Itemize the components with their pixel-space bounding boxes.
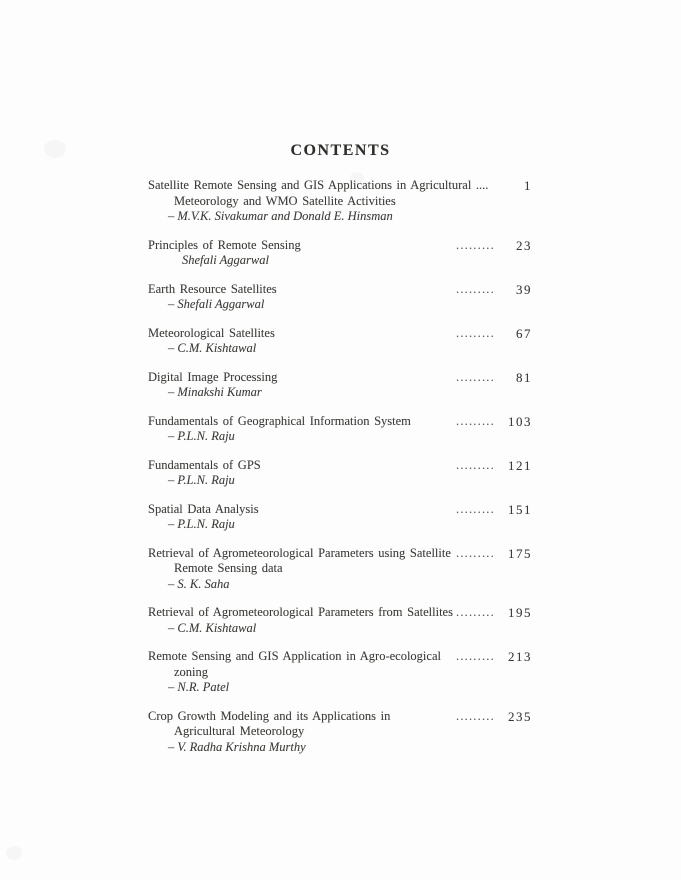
leader-dots: .........	[456, 457, 495, 472]
page-number: 81	[516, 369, 532, 385]
entry-title: Fundamentals of GPS	[148, 457, 261, 472]
entry-author: – P.L.N. Raju	[168, 517, 235, 531]
entry-title-block	[148, 709, 456, 756]
entry-title-block	[148, 502, 456, 533]
entry-title-block	[148, 414, 456, 445]
entry-title-block	[148, 238, 456, 269]
entry-title-block	[148, 370, 456, 401]
toc-entry	[148, 370, 532, 401]
entry-title: Principles of Remote Sensing	[148, 237, 301, 252]
entry-title: Retrieval of Agrometeorological Parameters using Satellite	[148, 545, 451, 560]
entry-author: – V. Radha Krishna Murthy	[168, 739, 306, 754]
page-number: 121	[508, 457, 532, 473]
leader-dots: .........	[456, 237, 495, 252]
toc-entry	[148, 414, 532, 445]
page-number: 1	[524, 178, 532, 193]
entry-author: – M.V.K. Sivakumar and Donald E. Hinsman	[168, 209, 393, 223]
leader-dots: .........	[456, 413, 495, 428]
entry-author: – P.L.N. Raju	[168, 429, 235, 443]
entry-title-block	[148, 326, 456, 357]
toc-entry	[148, 178, 532, 225]
entry-title-block	[148, 605, 456, 636]
toc-entry	[148, 282, 532, 313]
entry-title: Remote Sensing and GIS Application in Agro-ecological	[148, 649, 441, 663]
leader-dots: .........	[456, 369, 495, 384]
page-number: 195	[508, 605, 532, 620]
leader-dots: .........	[456, 708, 495, 723]
toc-entry	[148, 238, 532, 269]
page-number: 235	[508, 708, 532, 724]
page-number: 151	[508, 501, 532, 517]
toc-entry	[148, 709, 532, 756]
leader-dots: .........	[456, 545, 495, 560]
entry-title: Meteorological Satellites	[148, 325, 275, 340]
page-number: 103	[508, 413, 532, 429]
toc-entry	[148, 546, 532, 593]
entry-title: Fundamentals of Geographical Information System	[148, 413, 411, 428]
table-of-contents	[148, 178, 532, 755]
leader-dots: .........	[456, 281, 495, 296]
entry-author: – S. K. Saha	[168, 576, 230, 591]
page-number: 213	[508, 649, 532, 664]
entry-title: Spatial Data Analysis	[148, 501, 259, 516]
page-number: 175	[508, 545, 532, 561]
entry-author: – P.L.N. Raju	[168, 473, 235, 487]
entry-title-continuation: Meteorology and WMO Satellite Activities	[174, 193, 396, 208]
entry-author: – C.M. Kishtawal	[168, 341, 257, 355]
toc-entry	[148, 649, 532, 696]
entry-title-block	[148, 649, 456, 696]
entry-title: Earth Resource Satellites	[148, 281, 277, 296]
scan-smudge	[6, 846, 22, 860]
entry-author: – Shefali Aggarwal	[168, 297, 265, 311]
page-number: 23	[516, 237, 532, 253]
entry-title-continuation: zoning	[174, 664, 209, 679]
toc-entry	[148, 326, 532, 357]
entry-title-block	[148, 458, 456, 489]
entry-author: – N.R. Patel	[168, 680, 230, 694]
leader-dots: .........	[456, 501, 495, 516]
leader-dots: .........	[456, 325, 495, 340]
entry-title-block	[148, 282, 456, 313]
leader-dots: .........	[456, 605, 495, 619]
page-number: 39	[516, 281, 532, 297]
entry-title-block	[148, 178, 489, 225]
entry-title: Retrieval of Agrometeorological Parameters from Satellites	[148, 605, 453, 619]
entry-title-block	[148, 546, 456, 593]
entry-author: – C.M. Kishtawal	[168, 620, 257, 635]
toc-entry	[148, 458, 532, 489]
entry-title-continuation: Remote Sensing data	[174, 561, 283, 575]
toc-entry	[148, 605, 532, 636]
leader-dots: .........	[456, 649, 495, 663]
page-number: 67	[516, 325, 532, 341]
entry-author: – Minakshi Kumar	[168, 385, 262, 399]
entry-title: Crop Growth Modeling and its Applications in	[148, 708, 391, 723]
toc-entry	[148, 502, 532, 533]
entry-title: Digital Image Processing	[148, 369, 278, 384]
scan-smudge	[44, 140, 66, 158]
scan-smudge	[350, 172, 364, 184]
entry-author: Shefali Aggarwal	[182, 253, 269, 267]
entry-title: Satellite Remote Sensing and GIS Applications in Agricultural ....	[148, 178, 489, 192]
page-title: CONTENTS	[290, 142, 391, 159]
entry-title-continuation: Agricultural Meteorology	[174, 724, 305, 738]
